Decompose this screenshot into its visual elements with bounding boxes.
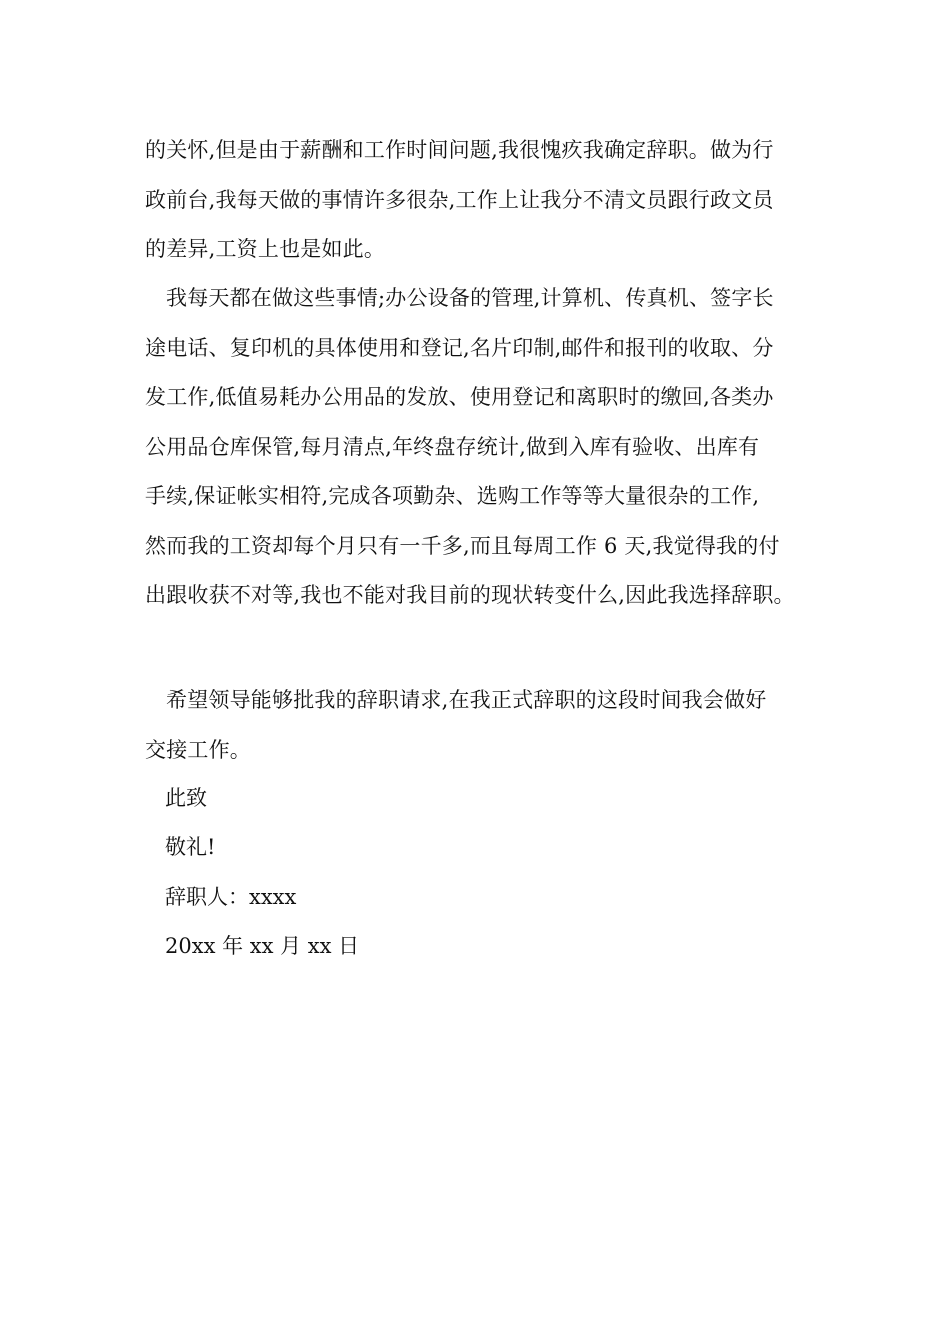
paragraph-line: 公用品仓库保管,每月清点,年终盘存统计,做到入库有验收、出库有 xyxy=(145,434,760,459)
paragraph-line: 的关怀,但是由于薪酬和工作时间问题,我很愧疚我确定辞职。做为行 xyxy=(145,138,774,162)
paragraph-line: 希望领导能够批我的辞职请求,在我正式辞职的这段时间我会做好 xyxy=(166,688,767,712)
paragraph-line: 出跟收获不对等,我也不能对我目前的现状转变什么,因此我选择辞职。 xyxy=(145,583,795,607)
paragraph-line: 政前台,我每天做的事情许多很杂,工作上让我分不清文员跟行政文员 xyxy=(145,187,774,212)
resigner-signature: 辞职人：xxxx xyxy=(165,885,297,909)
paragraph-line: 然而我的工资却每个月只有一千多,而且每周工作 6 天,我觉得我的付 xyxy=(145,533,780,558)
closing-salutation: 此致 xyxy=(165,786,207,810)
paragraph-line: 手续,保证帐实相符,完成各项勤杂、选购工作等等大量很杂的工作, xyxy=(145,484,760,508)
paragraph-line: 发工作,低值易耗办公用品的发放、使用登记和离职时的缴回,各类办 xyxy=(145,385,774,409)
paragraph-line: 交接工作。 xyxy=(145,737,251,762)
letter-date: 20xx 年 xx 月 xx 日 xyxy=(165,934,360,958)
paragraph-reason xyxy=(145,126,815,275)
paragraph-line: 的差异,工资上也是如此。 xyxy=(145,237,386,261)
paragraph-line: 途电话、复印机的具体使用和登记,名片印制,邮件和报刊的收取、分 xyxy=(145,335,774,360)
paragraph-request xyxy=(145,676,815,775)
paragraph-line: 我每天都在做这些事情;办公设备的管理,计算机、传真机、签字长 xyxy=(166,286,774,310)
paragraph-duties xyxy=(145,274,815,621)
closing-regards: 敬礼! xyxy=(165,835,216,859)
